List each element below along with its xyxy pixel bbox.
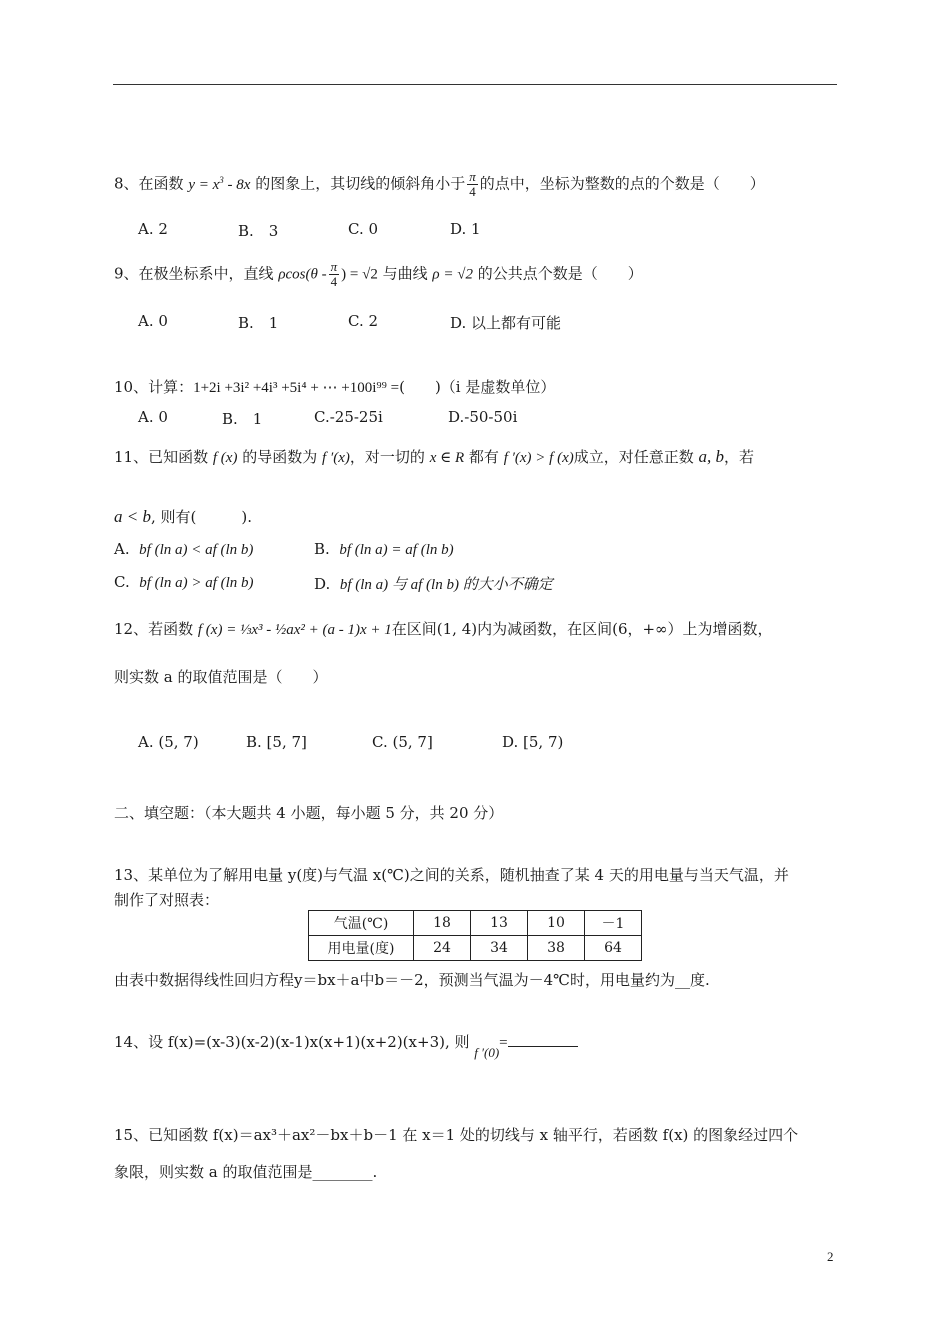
q14-eq: = xyxy=(499,1035,508,1051)
q9-frac-num: π xyxy=(330,259,338,274)
table-cell: 10 xyxy=(528,911,585,936)
q8-stem-c: 的点中，坐标为整数的点的个数是（ ） xyxy=(479,174,765,193)
q8-frac-den: 4 xyxy=(469,184,476,199)
question-14 xyxy=(114,1031,578,1060)
q11-option-d-expr: bf (ln a) 与 af (ln b) 的大小不确定 xyxy=(339,577,553,593)
q12-option-a: A. (5, 7) xyxy=(138,733,199,751)
table-cell: －1 xyxy=(585,911,642,936)
q9-fraction xyxy=(329,260,340,289)
question-12 xyxy=(114,618,773,639)
table-cell: 气温(℃) xyxy=(309,911,414,936)
q11-option-a xyxy=(114,540,253,559)
table-cell: 24 xyxy=(414,936,471,961)
q8-func-exp: 3 xyxy=(219,174,224,185)
q11-line-2 xyxy=(114,506,252,527)
q8-func-rest: - 8x xyxy=(227,176,251,193)
q10-option-b: B. 1 xyxy=(222,410,263,428)
q8-func-x: x xyxy=(212,176,220,193)
q11-stem-a: 11、已知函数 xyxy=(114,448,209,466)
q12-stem-a: 12、若函数 xyxy=(114,620,194,638)
q9-expr-1: ρcos(θ - xyxy=(278,266,327,283)
q13-line-1: 13、某单位为了解用电量 y(度)与气温 x(℃)之间的关系，随机抽查了某 4 天的用电量与当天气温，并 xyxy=(114,866,789,884)
q8-option-d: D. 1 xyxy=(450,220,481,238)
q11-option-b-label: B. xyxy=(314,540,330,558)
q10-option-c: C.-25-25i xyxy=(314,408,383,426)
q11-option-b-expr: bf (ln a) = af (ln b) xyxy=(339,542,454,558)
q12-option-b: B. [5, 7] xyxy=(246,733,307,751)
q11-line2-text: , 则有( ). xyxy=(150,508,252,526)
q14-text: 14、设 f(x)=(x-3)(x-2)(x-1)x(x+1)(x+2)(x+3), 则 xyxy=(114,1033,470,1051)
table-row xyxy=(309,936,642,961)
question-10 xyxy=(114,376,555,397)
table-cell: 18 xyxy=(414,911,471,936)
question-11 xyxy=(114,446,754,467)
q8-fraction xyxy=(467,170,478,199)
q8-func-eq: = xyxy=(198,176,209,193)
q11-option-a-expr: bf (ln a) < af (ln b) xyxy=(139,542,254,558)
table-cell: 13 xyxy=(471,911,528,936)
q11-fx: f (x) xyxy=(212,450,238,466)
page-number: 2 xyxy=(827,1249,834,1264)
q14-answer-blank xyxy=(508,1046,578,1047)
q11-line2-expr: a < b xyxy=(114,507,151,526)
q8-func-y: y xyxy=(188,176,195,193)
q10-stem-b: ( )（i 是虚数单位） xyxy=(399,378,556,396)
q9-stem-c: 的公共点个数是（ ） xyxy=(477,264,643,283)
q12-expr: f (x) = ⅓x³ - ½ax² + (a - 1)x + 1 xyxy=(197,622,392,638)
q9-option-b: B. 1 xyxy=(238,314,279,332)
q11-stem-c: ，对一切的 xyxy=(349,448,425,466)
q11-option-c xyxy=(114,573,254,592)
q9-stem-a: 9、在极坐标系中，直线 xyxy=(114,264,274,283)
q8-option-b: B. 3 xyxy=(238,222,279,240)
q13-table xyxy=(308,910,642,961)
q10-stem-a: 10、计算： xyxy=(114,378,194,396)
q11-stem-f: ，若 xyxy=(724,448,755,466)
section-2-heading: 二、填空题：（本大题共 4 小题，每小题 5 分，共 20 分） xyxy=(114,804,504,822)
q9-option-c: C. 2 xyxy=(348,312,379,330)
q12-option-d: D. [5, 7) xyxy=(502,733,564,751)
q11-ab: a, b xyxy=(698,447,725,466)
q9-option-d: D. 以上都有可能 xyxy=(450,314,562,332)
q10-option-d: D.-50-50i xyxy=(448,408,518,426)
q12-stem-b: 在区间(1, 4)内为减函数，在区间(6，+∞）上为增函数， xyxy=(391,620,773,638)
q11-option-d xyxy=(314,573,553,594)
q11-stem-b: 的导函数为 xyxy=(242,448,318,466)
q10-option-a: A. 0 xyxy=(138,408,168,426)
q9-option-a: A. 0 xyxy=(138,312,168,330)
table-row xyxy=(309,911,642,936)
table-cell: 用电量(度) xyxy=(309,936,414,961)
table-cell: 64 xyxy=(585,936,642,961)
header-rule xyxy=(113,84,837,85)
q9-expr-3: ρ = √2 xyxy=(432,266,473,283)
q8-frac-num: π xyxy=(469,169,476,184)
q8-option-c: C. 0 xyxy=(348,220,379,238)
q15-line-2: 象限，则实数 a 的取值范围是________. xyxy=(114,1163,378,1181)
q13-line-2: 制作了对照表： xyxy=(114,891,220,909)
q11-stem-e: 成立，对任意正数 xyxy=(573,448,694,466)
question-8 xyxy=(114,170,765,199)
q9-stem-b: 与曲线 xyxy=(382,264,428,283)
q8-stem-a: 8、在函数 xyxy=(114,174,184,193)
q14-expr: f ′(0) xyxy=(474,1045,500,1060)
q11-option-a-label: A. xyxy=(114,540,130,558)
q11-option-c-expr: bf (ln a) > af (ln b) xyxy=(139,575,254,591)
q9-expr-2: ) = √2 xyxy=(341,266,378,283)
q8-stem-b: 的图象上，其切线的倾斜角小于 xyxy=(255,174,466,193)
q11-ineq: f ′(x) > f (x) xyxy=(503,450,574,466)
table-cell: 34 xyxy=(471,936,528,961)
q8-function xyxy=(188,174,251,193)
q11-option-c-label: C. xyxy=(114,573,130,591)
q15-line-1: 15、已知函数 f(x)＝ax³＋ax²－bx＋b－1 在 x＝1 处的切线与 x 轴平行，若函数 f(x) 的图象经过四个 xyxy=(114,1126,799,1144)
q11-option-b xyxy=(314,540,454,559)
q11-fpx: f ′(x) xyxy=(322,450,350,466)
q12-line-2: 则实数 a 的取值范围是（ ） xyxy=(114,668,328,686)
q11-xr: x ∈ R xyxy=(429,450,465,466)
q11-stem-d: 都有 xyxy=(468,448,499,466)
table-cell: 38 xyxy=(528,936,585,961)
q9-frac-den: 4 xyxy=(330,274,338,289)
q12-option-c: C. (5, 7] xyxy=(372,733,433,751)
q10-expr: 1+2i +3i² +4i³ +5i⁴ + ⋯ +100i⁹⁹ = xyxy=(193,380,400,396)
question-9 xyxy=(114,260,643,289)
q11-option-d-label: D. xyxy=(314,575,331,593)
q8-option-a: A. 2 xyxy=(138,220,168,238)
q13-line-3: 由表中数据得线性回归方程y＝bx＋a中b＝－2，预测当气温为－4℃时，用电量约为__度. xyxy=(114,971,710,989)
